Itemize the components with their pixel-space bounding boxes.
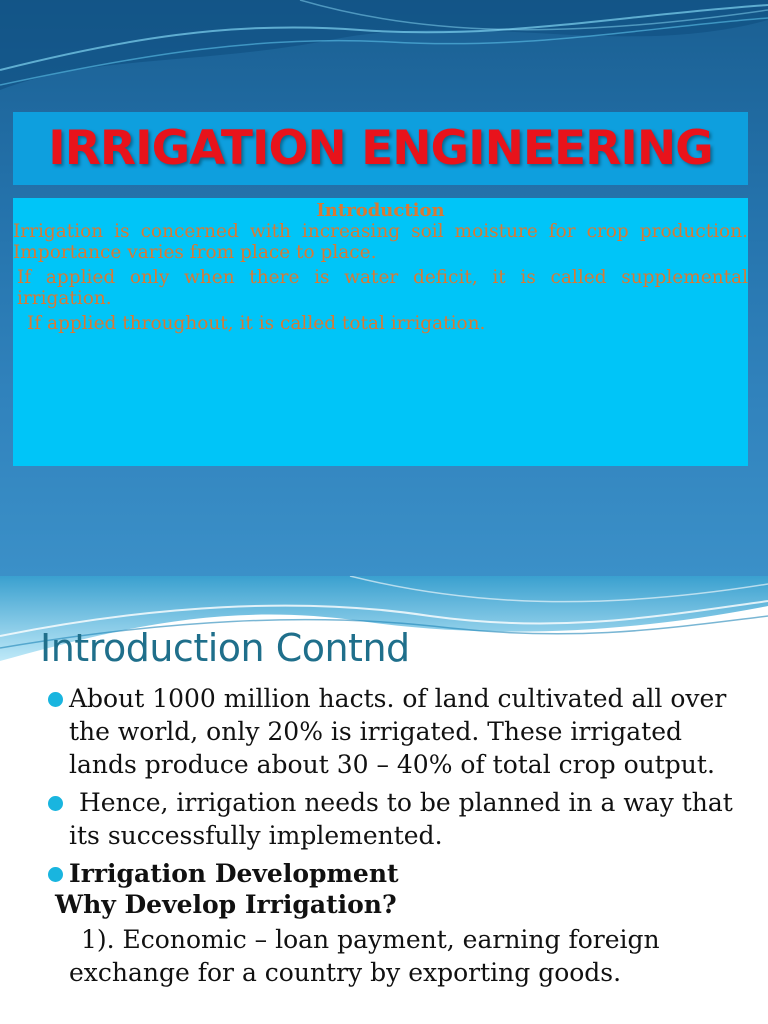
bullet-text: Hence, irrigation needs to be planned in a way that its successfully implemented.	[69, 788, 733, 850]
list-item	[0, 857, 768, 890]
bullet-icon	[48, 692, 63, 707]
bullet-icon	[48, 867, 63, 882]
slide-2	[0, 576, 768, 1024]
slide-title: IRRIGATION ENGINEERING	[48, 121, 713, 176]
slide-title: Introduction Contnd	[40, 626, 410, 670]
paragraph-3: If applied throughout, it is called total irrigation.	[27, 313, 486, 334]
bullet-icon	[48, 796, 63, 811]
paragraph-2: If applied only when there is water deficit, it is called supplemental irrigation.	[17, 267, 748, 309]
economic-line-2: exchange for a country by exporting goods.	[69, 958, 622, 987]
economic-line-1: 1). Economic – loan payment, earning foreign	[81, 925, 660, 954]
header-waves	[0, 0, 768, 110]
bullet-text: About 1000 million hacts. of land cultivated all over the world, only 20% is irrigated. These irrigated lands produce about 30 – 40% of total crop output.	[69, 684, 727, 779]
paragraph-1: Irrigation is concerned with increasing soil moisture for crop production. Importance varies from place to place.	[13, 221, 748, 263]
intro-subtitle: Introduction	[316, 200, 445, 221]
title-bar	[13, 112, 748, 185]
bullet-text: Irrigation Development	[69, 859, 399, 888]
list-item	[0, 682, 768, 781]
why-heading: Why Develop Irrigation?	[55, 890, 397, 919]
bullet-list	[0, 682, 768, 989]
content-box	[13, 198, 748, 466]
economic-point	[0, 923, 768, 989]
list-item	[0, 786, 768, 852]
